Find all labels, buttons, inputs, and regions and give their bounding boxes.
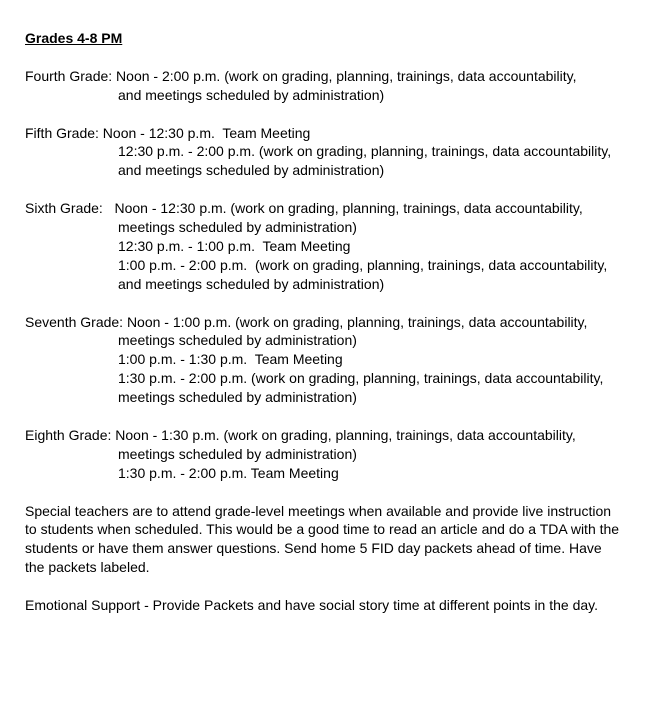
emotional-support-paragraph: Emotional Support - Provide Packets and have social story time at different points in the day. xyxy=(25,597,599,614)
schedule-line: 12:30 p.m. - 2:00 p.m. (work on grading, planning, trainings, data accountability, xyxy=(118,143,612,160)
paragraph-line: to students when scheduled. This would be a good time to read an article and do a TDA with the xyxy=(25,521,620,538)
schedule-line: and meetings scheduled by administration) xyxy=(118,162,385,179)
schedule-line: and meetings scheduled by administration) xyxy=(118,275,385,292)
fifth-grade-section xyxy=(25,124,640,181)
schedule-line: meetings scheduled by administration) xyxy=(118,332,357,349)
paragraph-line: the packets labeled. xyxy=(25,559,150,576)
schedule-line: 1:30 p.m. - 2:00 p.m. Team Meeting xyxy=(118,464,339,481)
document xyxy=(25,29,640,615)
schedule-line: 1:00 p.m. - 1:30 p.m. Team Meeting xyxy=(118,351,343,368)
schedule-line: meetings scheduled by administration) xyxy=(118,389,357,406)
eighth-grade-section xyxy=(25,426,640,483)
schedule-line: meetings scheduled by administration) xyxy=(118,445,357,462)
schedule-line: 12:30 p.m. - 1:00 p.m. Team Meeting xyxy=(118,237,351,254)
schedule-line: and meetings scheduled by administration) xyxy=(118,86,385,103)
schedule-line: Fifth Grade: Noon - 12:30 p.m. Team Meeting xyxy=(25,124,311,141)
schedule-line: Fourth Grade: Noon - 2:00 p.m. (work on grading, planning, trainings, data accountability, xyxy=(25,67,577,84)
special-teachers-paragraph xyxy=(25,502,640,578)
schedule-line: 1:00 p.m. - 2:00 p.m. (work on grading, planning, trainings, data accountability, xyxy=(118,256,608,273)
sixth-grade-section xyxy=(25,199,640,294)
seventh-grade-section xyxy=(25,313,640,408)
paragraph-line: students or have them answer questions. Send home 5 FID day packets ahead of time. Have xyxy=(25,540,602,557)
schedule-line: Sixth Grade: Noon - 12:30 p.m. (work on grading, planning, trainings, data accountability, xyxy=(25,200,583,217)
schedule-line: Seventh Grade: Noon - 1:00 p.m. (work on grading, planning, trainings, data accountability, xyxy=(25,313,588,330)
paragraph-line: Special teachers are to attend grade-level meetings when available and provide live instruction xyxy=(25,502,612,519)
schedule-line: meetings scheduled by administration) xyxy=(118,219,357,236)
schedule-line: 1:30 p.m. - 2:00 p.m. (work on grading, planning, trainings, data accountability, xyxy=(118,370,604,387)
fourth-grade-section xyxy=(25,67,640,105)
document-title: Grades 4-8 PM xyxy=(25,30,123,46)
schedule-line: Eighth Grade: Noon - 1:30 p.m. (work on grading, planning, trainings, data accountability, xyxy=(25,426,576,443)
